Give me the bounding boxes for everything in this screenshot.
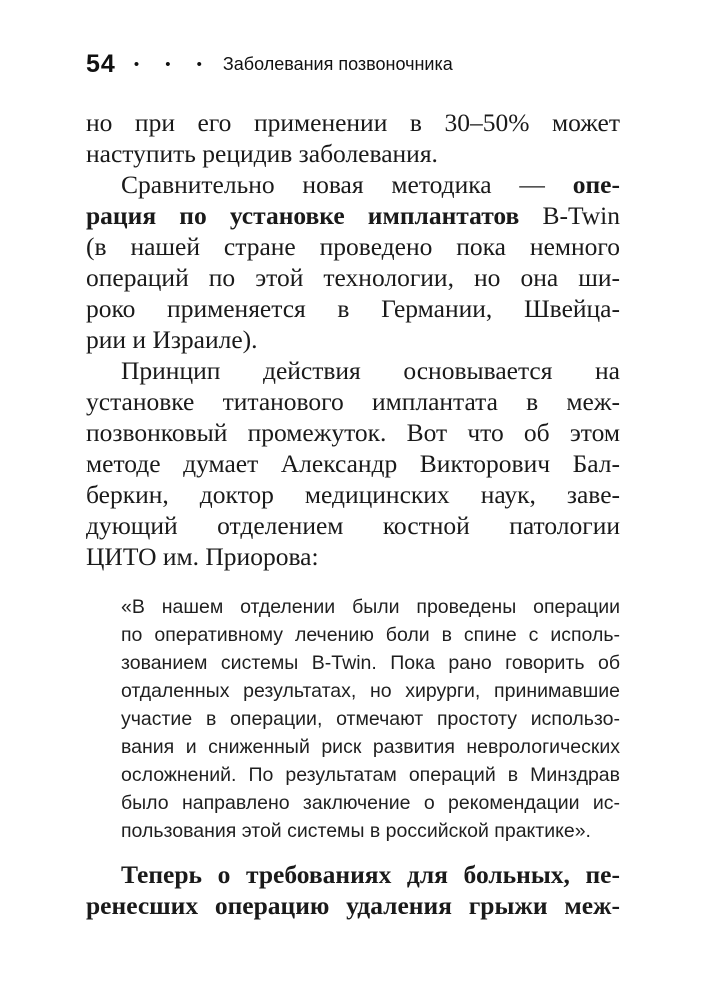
quote-line: зованием системы B-Twin. Пока рано говорить об <box>121 652 620 674</box>
paragraph-3-line: дующий отделением костной патологии <box>86 511 620 540</box>
quote-line: отдаленных результатах, но хирурги, принимавшие <box>121 680 620 702</box>
bold-term: опе- <box>572 170 620 199</box>
quote-line: осложнений. По результатам операций в Минздрав <box>121 764 620 786</box>
paragraph-1-line: но при его применении в 30–50% может <box>86 108 620 137</box>
paragraph-4-line <box>86 889 620 923</box>
paragraph-2-text: Сравнительно новая методика — <box>121 170 573 199</box>
paragraph-3-line: методе думает Александр Викторович Бал- <box>86 449 620 478</box>
paragraph-3-line: беркин, доктор медицинских наук, заве- <box>86 480 620 509</box>
running-head <box>86 44 453 84</box>
paragraph-2-line: операций по этой технологии, но она ши- <box>86 263 620 292</box>
paragraph-3-line: ЦИТО им. Приорова: <box>86 542 319 571</box>
paragraph-2-line: рии и Израиле). <box>86 325 258 354</box>
paragraph-3-line: Принцип действия основывается на <box>121 356 620 385</box>
bold-heading-text: ренесших операцию удаления грыжи меж- <box>86 891 620 920</box>
page-number: 54 <box>86 49 116 78</box>
paragraph-3-line: позвонковый промежуток. Вот что об этом <box>86 418 620 447</box>
quote-line: вания и сниженный риск развития неврологических <box>121 736 620 758</box>
quote-line: по оперативному лечению боли в спине с исполь- <box>121 624 620 646</box>
bold-heading-text: Теперь о требованиях для больных, пе- <box>121 860 620 889</box>
paragraph-1-line: наступить рецидив заболевания. <box>86 139 438 168</box>
paragraph-2-line <box>121 168 620 202</box>
paragraph-2-text: B-Twin <box>519 201 620 230</box>
paragraph-3-line: установке титанового имплантата в меж- <box>86 387 620 416</box>
bold-term: рация по установке имплантатов <box>86 201 520 230</box>
paragraph-2-line: (в нашей стране проведено пока немного <box>86 232 620 261</box>
quote-line: «В нашем отделении были проведены операции <box>121 596 620 618</box>
paragraph-2-line <box>86 199 620 233</box>
quote-line: было направлено заключение о рекомендации ис- <box>121 792 620 814</box>
header-dots: • • • <box>133 55 213 73</box>
quote-line: участие в операции, отмечают простоту использо- <box>121 708 620 730</box>
quote-line: пользования этой системы в российской практике». <box>121 820 591 842</box>
paragraph-2-line: роко применяется в Германии, Швейца- <box>86 294 620 323</box>
paragraph-4-line <box>121 858 620 892</box>
section-title: Заболевания позвоночника <box>222 53 453 74</box>
